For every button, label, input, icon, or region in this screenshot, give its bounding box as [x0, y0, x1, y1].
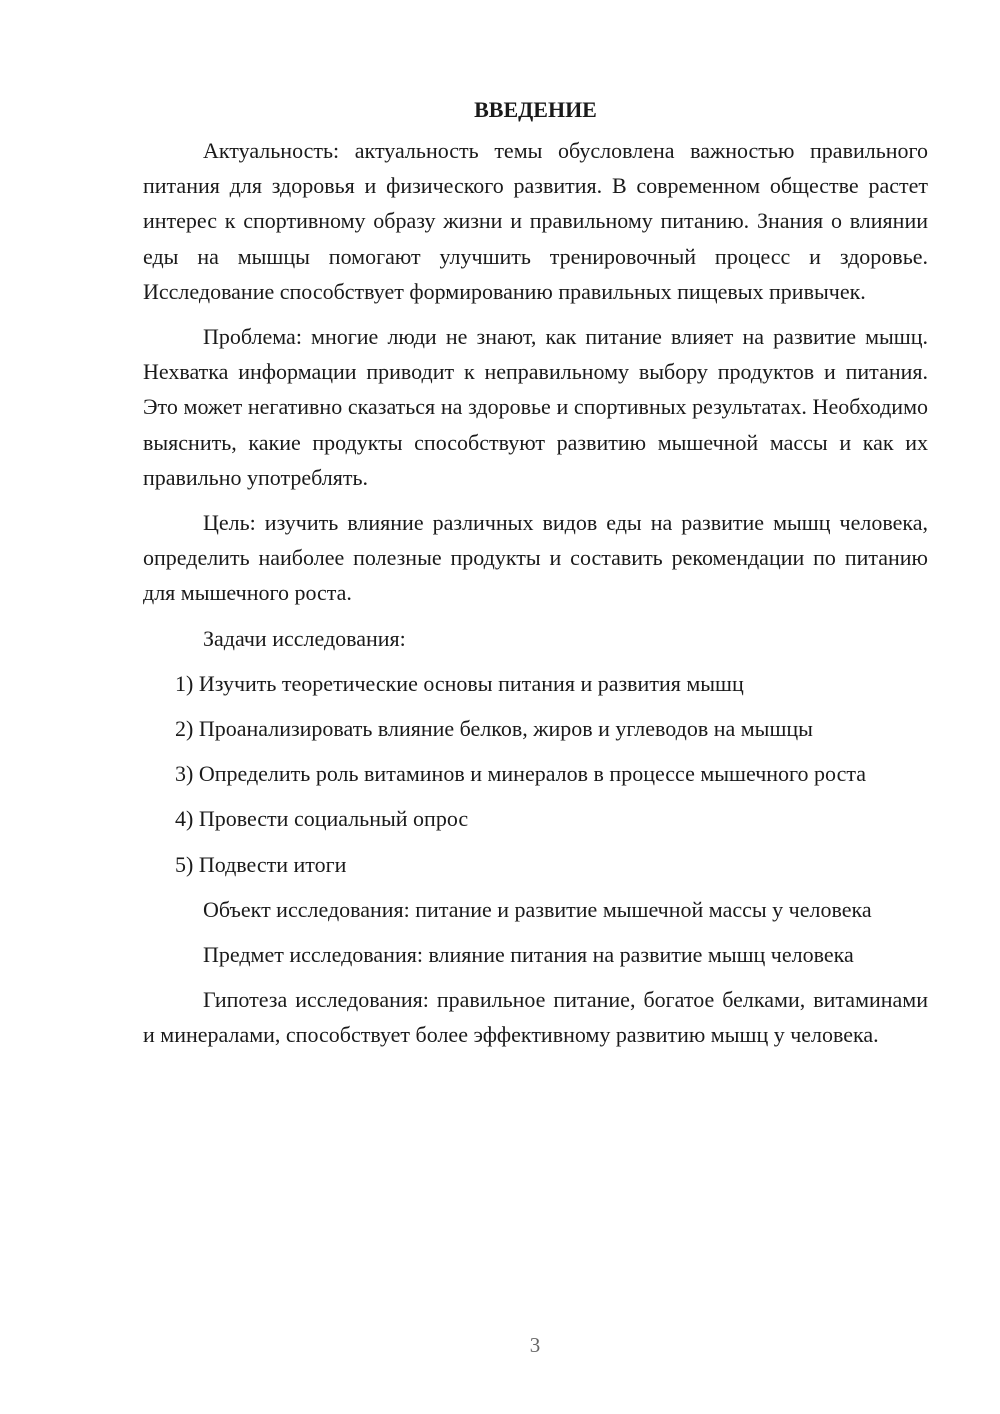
- task-item: 3) Определить роль витаминов и минералов в процессе мышечного роста: [175, 761, 866, 787]
- page-number: 3: [529, 1333, 541, 1357]
- task-item: 1) Изучить теоретические основы питания и развития мышц: [175, 670, 744, 696]
- task-item: 5) Подвести итоги: [175, 851, 347, 877]
- document-title: ВВЕДЕНИЕ: [474, 97, 597, 122]
- subject-paragraph: Предмет исследования: влияние питания на развитие мышц человека: [203, 942, 854, 968]
- relevance-paragraph: Актуальность: актуальность темы обусловлена важностью правильного питания для здоровья и физического развития. В современном обществе растет интерес к спортивному образу жизни и правильному питанию. Знания о влиянии еды на мышцы помогают улучшить тренировочный процесс и здоровье. Исследование способствует формированию правильных пищевых привычек.: [143, 138, 928, 304]
- document-page: [143, 92, 928, 1063]
- problem-paragraph: Проблема: многие люди не знают, как питание влияет на развитие мышц. Нехватка информации приводит к неправильному выбору продуктов и питания. Это может негативно сказаться на здоровье и спортивных результатах. Необходимо выяснить, какие продукты способствуют развитию мышечной массы и как их правильно употреблять.: [143, 324, 928, 490]
- task-item: 4) Провести социальный опрос: [175, 806, 469, 832]
- object-paragraph: Объект исследования: питание и развитие мышечной массы у человека: [203, 896, 872, 922]
- tasks-heading: Задачи исследования:: [203, 625, 406, 651]
- tasks-list: [143, 666, 928, 882]
- task-item: 2) Проанализировать влияние белков, жиров и углеводов на мышцы: [175, 716, 813, 742]
- goal-paragraph: Цель: изучить влияние различных видов еды на развитие мышц человека, определить наиболее полезные продукты и составить рекомендации по питанию для мышечного роста.: [143, 510, 928, 606]
- hypothesis-paragraph: Гипотеза исследования: правильное питание, богатое белками, витаминами и минералами, способствует более эффективному развитию мышц у человека.: [143, 987, 928, 1048]
